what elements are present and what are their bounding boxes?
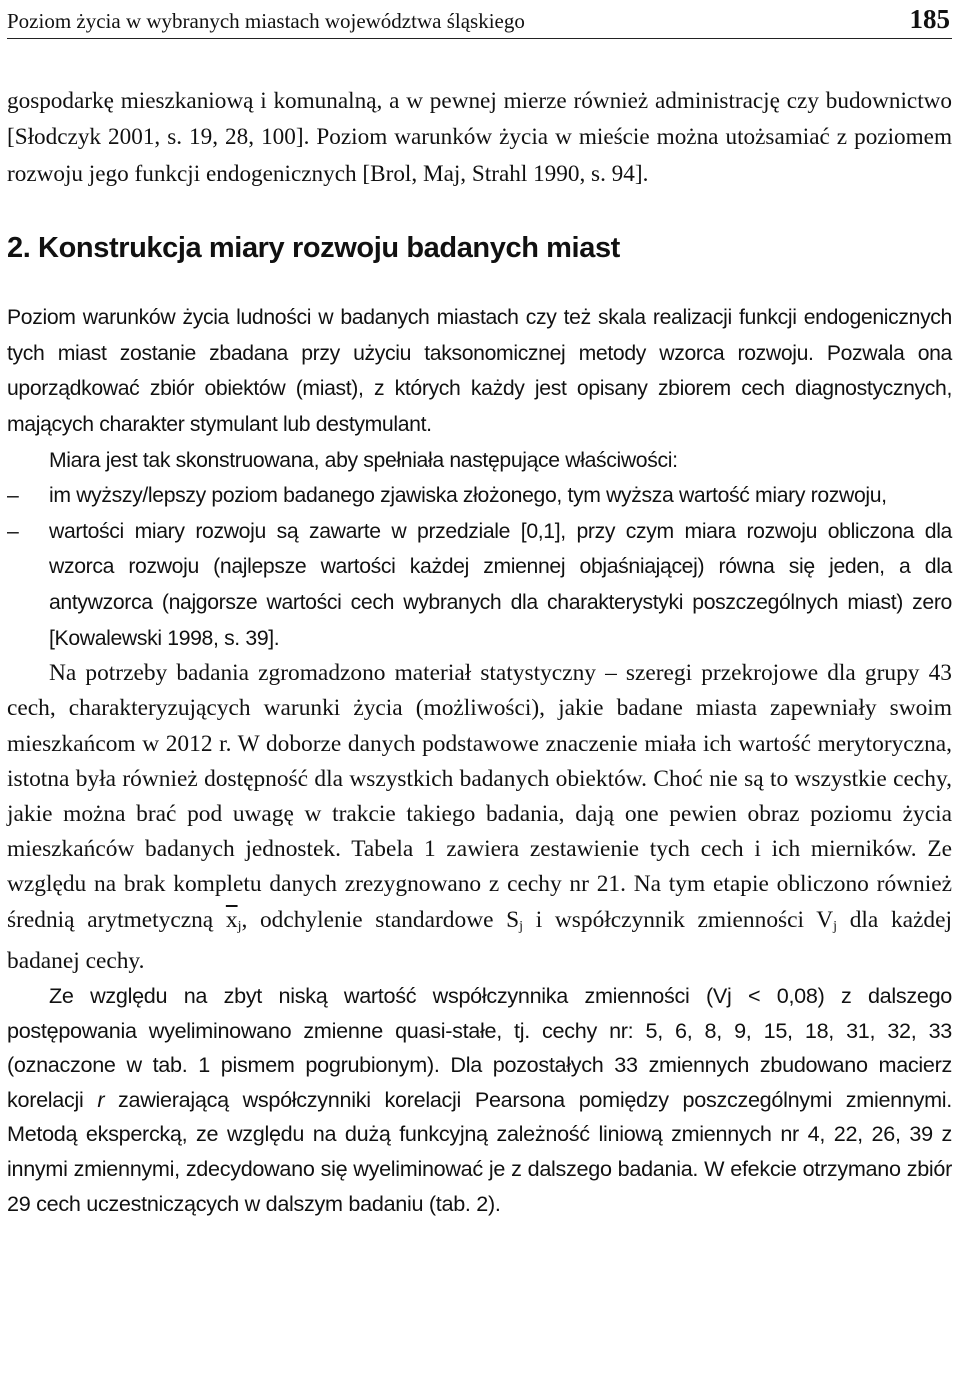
material-text: i współczynnik zmienności bbox=[523, 906, 817, 933]
material-text: , odchylenie standardowe bbox=[241, 906, 507, 933]
page-number: 185 bbox=[909, 4, 950, 34]
list-item bbox=[7, 478, 952, 514]
elimination-text: zawierającą współczynniki korelacji Pearsona pomiędzy poszczególnymi zmiennymi. Metodą ekspercką, ze względu na dużą funkcyjną zależność liniową zmiennych nr 4, 22, 26, 39 z innymi zmiennymi, zdecydowano się wyeliminować je z dalszego badania. W efekcie otrzymano zbiór 29 cech uczestniczących w dalszym badaniu (tab. 2). bbox=[7, 1086, 952, 1216]
list-dash: – bbox=[7, 484, 19, 508]
intro-paragraph: gospodarkę mieszkaniową i komunalną, a w pewnej mierze również administrację czy budownictwo [Słodczyk 2001, s. 19, 28, 100]. Poziom warunków życia w mieście można utożsamiać z poziomem rozwoju jego funkcji endogenicznych [Brol, Maj, Strahl 1990, s. 94]. bbox=[7, 88, 952, 187]
xbar-symbol: $\overline{x}$ bbox=[225, 906, 238, 933]
list-item-text: im wyższy/lepszy poziom badanego zjawiska złożonego, tym wyższa wartość miary rozwoju, bbox=[49, 484, 887, 508]
paragraph-material bbox=[7, 656, 952, 979]
running-header bbox=[7, 0, 952, 39]
paragraph-elimination bbox=[7, 979, 952, 1221]
properties-list bbox=[7, 478, 952, 656]
material-text: dla każdej badanej cechy. bbox=[7, 906, 952, 974]
v-subscript: j bbox=[833, 918, 838, 934]
elimination-text: Ze względu na zbyt niską wartość współczynnika zmienności (Vj < 0,08) z dalszego postępowania wyeliminowano zmienne quasi-stałe, tj. cechy nr: 5, 6, 8, 9, 15, 18, 31, 32, 33 (oznaczone w tab. 1 pismem pogrubionym). Dla pozostałych 33 zmiennych zbudowano macierz korelacji bbox=[7, 982, 952, 1112]
paragraph-method: Poziom warunków życia ludności w badanych miastach czy też skala realizacji funkcji endogenicznych tych miast zostanie zbadana przy użyciu taksonomicznej metody wzorca rozwoju. Pozwala ona uporządkować zbiór obiektów (miast), z których każdy jest opisany zbiorem cech diagnostycznych, mających charakter stymulant lub destymulant. bbox=[7, 306, 952, 436]
xbar-subscript: j bbox=[237, 918, 242, 934]
s-symbol: S bbox=[506, 906, 520, 933]
s-subscript: j bbox=[519, 918, 524, 934]
list-item-text: wartości miary rozwoju są zawarte w przedziale [0,1], przy czym miara rozwoju obliczona dla wzorca rozwoju (najlepsze wartości każdej zmiennej objaśniającej) równa się jeden, a dla antywzorca (najgorsze wartości cech wybranych dla charakterystyki poszczególnych miast) zero [Kowalewski 1998, s. 39]. bbox=[49, 519, 952, 650]
paragraph-properties: Miara jest tak skonstruowana, aby spełniała następujące właściwości: bbox=[49, 448, 678, 472]
r-symbol: r bbox=[97, 1086, 105, 1112]
material-text: Na potrzeby badania zgromadzono materiał statystyczny – szeregi przekrojowe dla grupy 43 cech, charakteryzujących warunki życia (możliwości), jakie badane miasta zapewniały swoim mieszkańcom w 2012 r. W doborze danych podstawowe znaczenie miała ich wartość merytoryczna, istotna była również dostępność dla wszystkich badanych obiektów. Choć nie są to wszystkie cechy, jakie można brać pod uwagę w trakcie takiego badania, dają one pewien obraz poziomu życia mieszkańców badanych jednostek. Tabela 1 zawiera zestawienie tych cech i ich mierników. Ze względu na brak kompletu danych zrezygnowano z cechy nr 21. Na tym etapie obliczono również średnią arytmetyczną bbox=[7, 660, 952, 933]
list-item bbox=[7, 514, 952, 656]
list-dash: – bbox=[7, 519, 19, 543]
v-symbol: V bbox=[816, 906, 834, 933]
running-title: Poziom życia w wybranych miastach województwa śląskiego bbox=[7, 9, 525, 33]
section-heading: 2. Konstrukcja miary rozwoju badanych miast bbox=[7, 232, 620, 265]
